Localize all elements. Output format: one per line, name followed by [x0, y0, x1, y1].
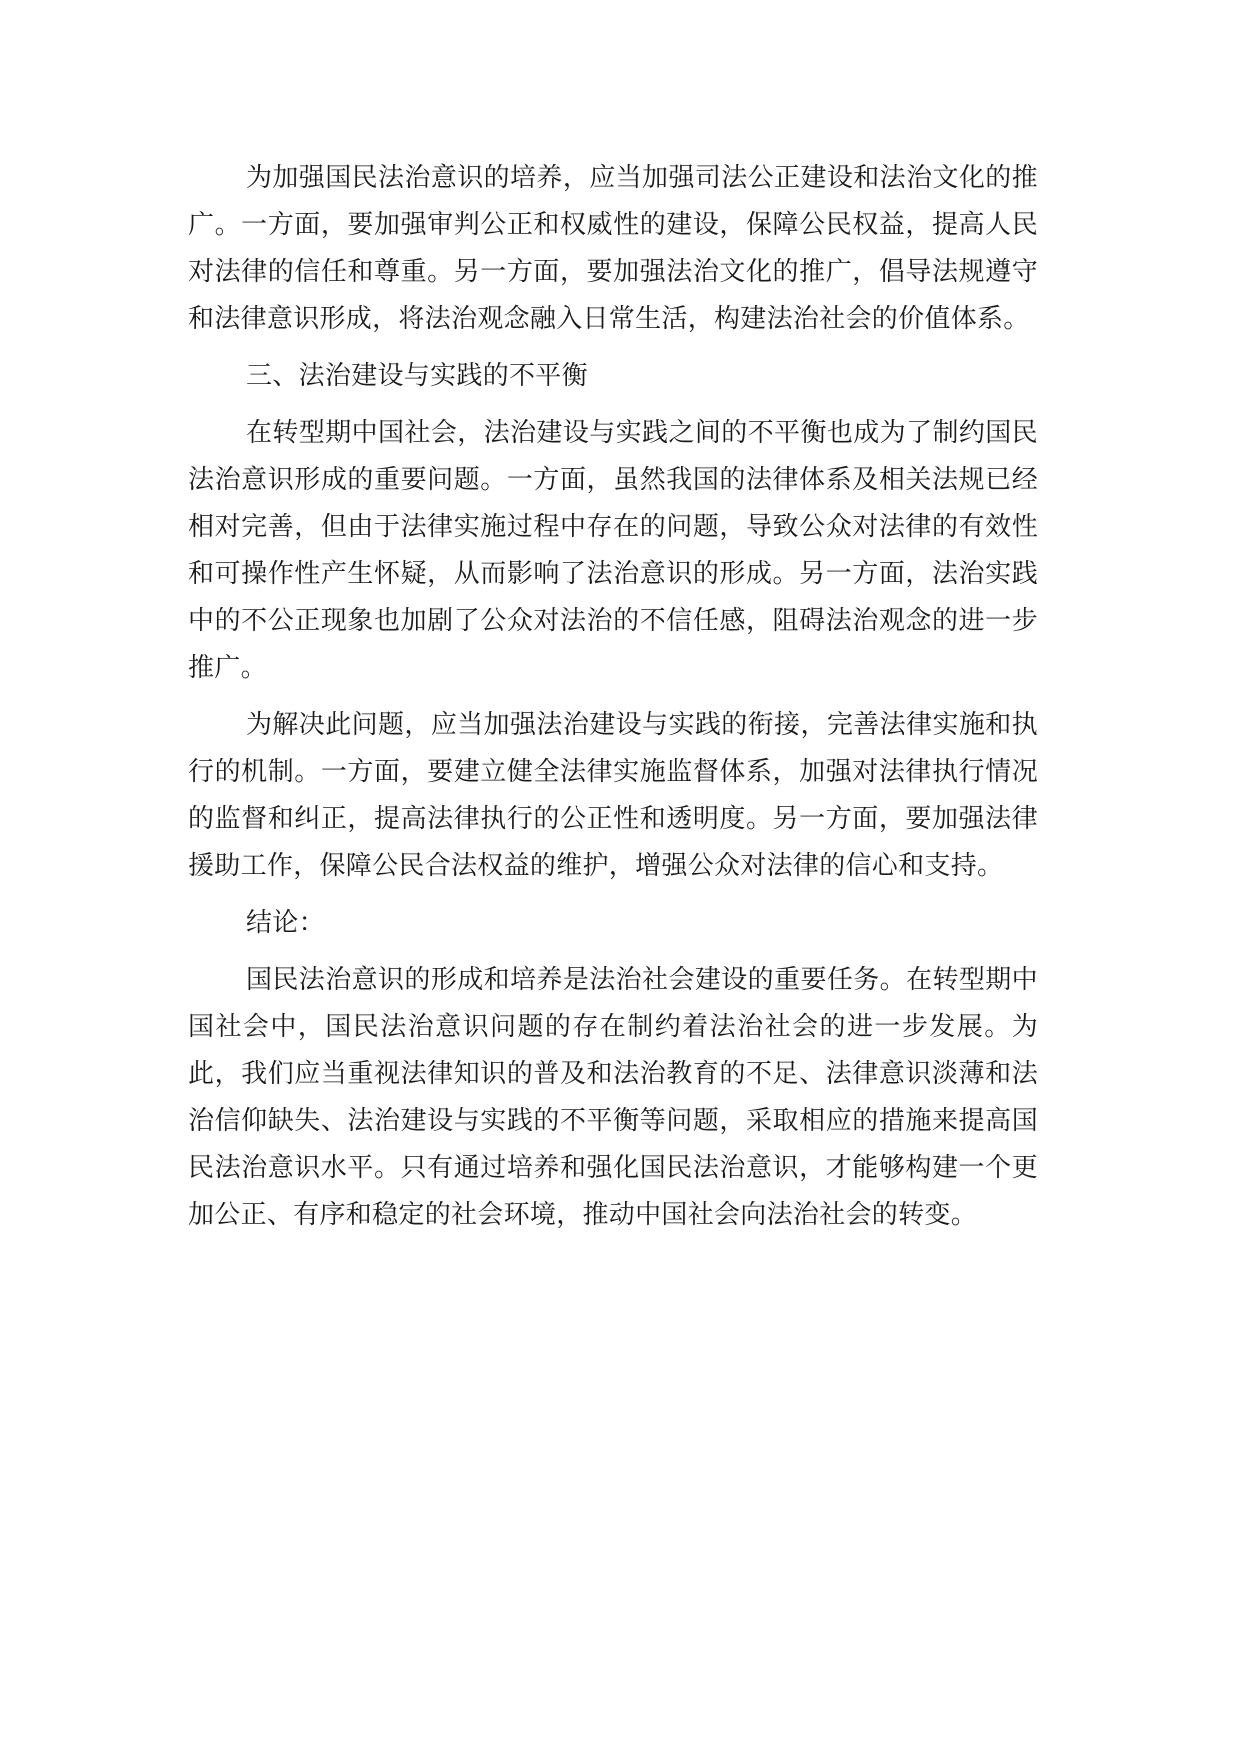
section-heading-imbalance: 三、法治建设与实践的不平衡 — [246, 361, 588, 391]
section-heading-conclusion: 结论： — [246, 908, 325, 938]
paragraph-conclusion: 国民法治意识的形成和培养是法治社会建设的重要任务。在转型期中国社会中，国民法治意识问题的存在制约着法治社会的进一步发展。为此，我们应当重视法律知识的普及和法治教育的不足、法律意识淡薄和法治信仰缺失、法治建设与实践的不平衡等问题，采取相应的措施来提高国民法治意识水平。只有通过培养和强化国民法治意识，才能够构建一个更加公正、有序和稳定的社会环境，推动中国社会向法治社会的转变。 — [188, 965, 1038, 1230]
paragraph-imbalance-problem: 在转型期中国社会，法治建设与实践之间的不平衡也成为了制约国民法治意识形成的重要问题。一方面，虽然我国的法律体系及相关法规已经相对完善，但由于法律实施过程中存在的问题，导致公众对法律的有效性和可操作性产生怀疑，从而影响了法治意识的形成。另一方面，法治实践中的不公正现象也加剧了公众对法治的不信任感，阻碍法治观念的进一步推广。 — [188, 418, 1038, 683]
document-page — [188, 155, 1038, 1249]
paragraph-judicial-justice: 为加强国民法治意识的培养，应当加强司法公正建设和法治文化的推广。一方面，要加强审判公正和权威性的建设，保障公民权益，提高人民对法律的信任和尊重。另一方面，要加强法治文化的推广，倡导法规遵守和法律意识形成，将法治观念融入日常生活，构建法治社会的价值体系。 — [188, 163, 1038, 334]
paragraph-imbalance-solution: 为解决此问题，应当加强法治建设与实践的衔接，完善法律实施和执行的机制。一方面，要建立健全法律实施监督体系，加强对法律执行情况的监督和纠正，提高法律执行的公正性和透明度。另一方面，要加强法律援助工作，保障公民合法权益的维护，增强公众对法律的信心和支持。 — [188, 710, 1038, 881]
